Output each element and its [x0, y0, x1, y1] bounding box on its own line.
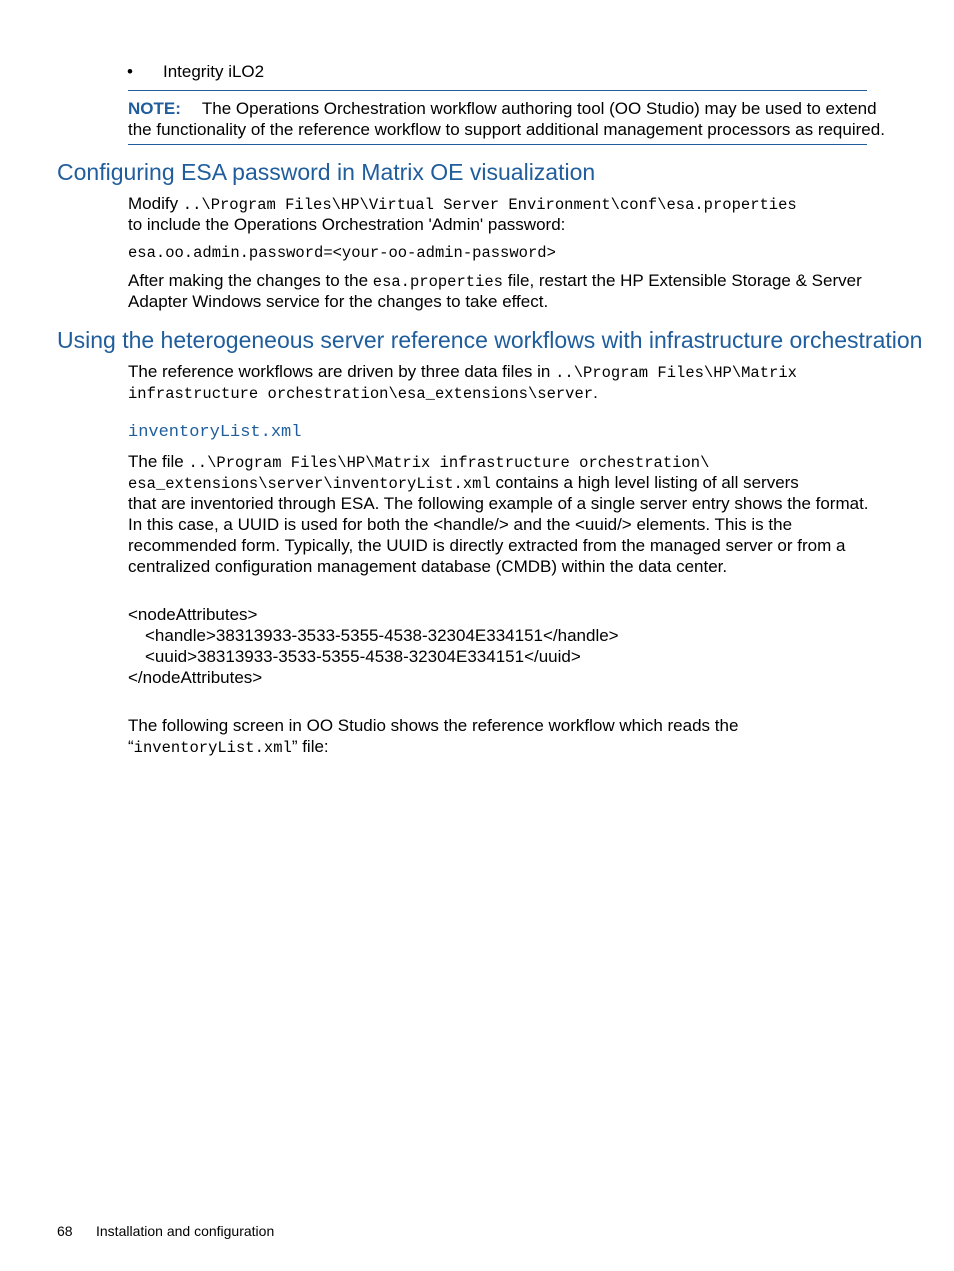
- section1-p2-suffix: file, restart the HP Extensible Storage & Server: [503, 271, 862, 290]
- section2-heading: Using the heterogeneous server reference workflows with infrastructure orchestration: [57, 327, 923, 353]
- section1-para2-line1: [128, 270, 862, 293]
- note-line-2: the functionality of the reference workflow to support additional management processors as required.: [128, 120, 885, 139]
- section2-path1: ..\Program Files\HP\Matrix: [555, 364, 797, 382]
- subsection-line1: [128, 451, 709, 474]
- subsection-l1-path: ..\Program Files\HP\Matrix infrastructure orchestration\: [188, 454, 710, 472]
- section1-modify: Modify: [128, 194, 183, 213]
- section2-period: .: [593, 383, 598, 402]
- following-close: ” file:: [291, 737, 329, 756]
- xml-line-3: <uuid>38313933-3533-5355-4538-32304E334151</uuid>: [145, 647, 581, 666]
- note-bottom-rule: [128, 144, 867, 145]
- xml-line-4: </nodeAttributes>: [128, 668, 263, 687]
- section1-para1-line1: [128, 193, 797, 216]
- note-top-rule: [128, 90, 867, 91]
- bullet-marker: •: [127, 62, 133, 81]
- footer-section: Installation and configuration: [96, 1223, 275, 1239]
- subsection-l2-path: esa_extensions\server\inventoryList.xml: [128, 475, 491, 493]
- section1-path: ..\Program Files\HP\Virtual Server Environment\conf\esa.properties: [182, 196, 797, 214]
- subsection-l2-suffix: contains a high level listing of all servers: [490, 473, 799, 492]
- subsection-heading: inventoryList.xml: [128, 423, 302, 442]
- section1-para1-line2: to include the Operations Orchestration 'Admin' password:: [128, 215, 566, 234]
- section2-path2: infrastructure orchestration\esa_extensions\server: [128, 385, 594, 403]
- subsection-line4: In this case, a UUID is used for both the <handle/> and the <uuid/> elements. This is the: [128, 515, 793, 534]
- note-text-1: The Operations Orchestration workflow authoring tool (OO Studio) may be used to extend: [201, 99, 877, 118]
- following-open-quote: “: [128, 737, 134, 756]
- subsection-line6: centralized configuration management database (CMDB) within the data center.: [128, 557, 728, 576]
- section2-p-prefix: The reference workflows are driven by three data files in: [128, 362, 556, 381]
- subsection-line2: [128, 472, 799, 495]
- following-line1: The following screen in OO Studio shows the reference workflow which reads the: [128, 716, 739, 735]
- note-label: NOTE:: [128, 99, 181, 118]
- subsection-line3: that are inventoried through ESA. The following example of a single server entry shows the format.: [128, 494, 869, 513]
- subsection-line5: recommended form. Typically, the UUID is directly extracted from the managed server or from a: [128, 536, 846, 555]
- bullet-text: Integrity iLO2: [163, 62, 265, 81]
- page-number: 68: [57, 1223, 73, 1239]
- following-code: inventoryList.xml: [133, 739, 292, 757]
- section2-para-line2: [128, 382, 598, 405]
- following-line2: [128, 736, 329, 759]
- xml-line-1: <nodeAttributes>: [128, 605, 258, 624]
- section1-p2-code: esa.properties: [372, 273, 503, 291]
- section1-para2-line2: Adapter Windows service for the changes to take effect.: [128, 292, 549, 311]
- section1-heading: Configuring ESA password in Matrix OE visualization: [57, 159, 596, 185]
- section1-code: esa.oo.admin.password=<your-oo-admin-password>: [128, 244, 556, 262]
- section1-p2-prefix: After making the changes to the: [128, 271, 373, 290]
- note-line-1: [128, 98, 877, 119]
- subsection-l1-prefix: The file: [128, 452, 189, 471]
- section2-para-line1: [128, 361, 797, 384]
- xml-line-2: <handle>38313933-3533-5355-4538-32304E334151</handle>: [145, 626, 619, 645]
